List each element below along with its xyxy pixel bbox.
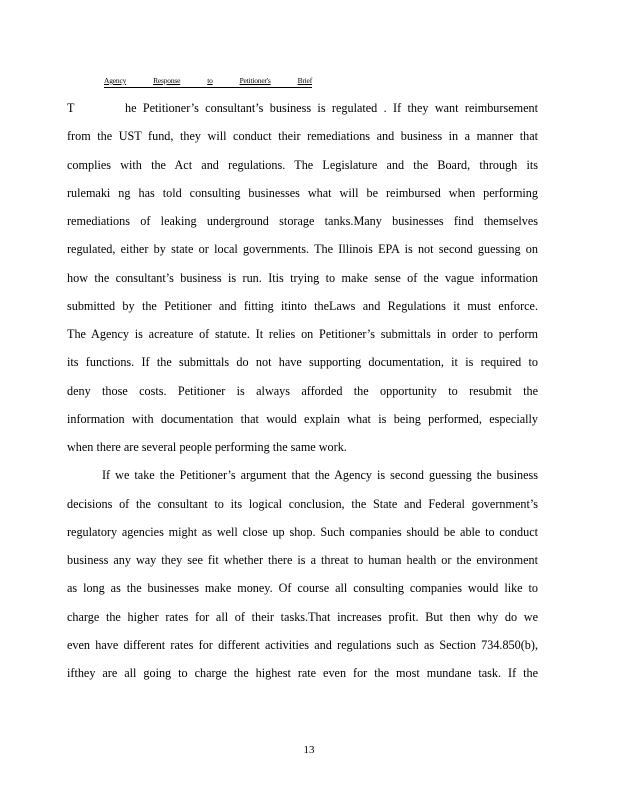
paragraph-1-line-5: remediations of leaking underground storage tanks.Many businesses find themselves — [67, 214, 538, 228]
header-word-to: to — [207, 76, 213, 85]
running-header — [104, 74, 312, 88]
page-number: 13 — [303, 744, 315, 756]
paragraph-1-line-10: its functions. If the submittals do not have supporting documentation, it is required to — [67, 355, 538, 370]
paragraph-2-line-1: If we take the Petitioner’s argument that the Agency is second guessing the business — [102, 468, 538, 483]
paragraph-1-line-9: The Agency is acreature of statute. It relies on Petitioner’s submittals in order to perform — [67, 327, 538, 341]
paragraph-1-line-4: rulemaki ng has told consulting businesses what will be reimbursed when performing — [67, 185, 538, 200]
paragraph-1-line-13: when there are several people performing the same work. — [67, 440, 347, 454]
header-word-petitioners: Petitioner's — [239, 76, 271, 85]
paragraph-1-line-1 — [67, 97, 538, 125]
header-word-brief: Brief — [297, 76, 312, 85]
body-text — [67, 97, 538, 690]
paragraph-2-line-6: charge the higher rates for all of their tasks.That increases profit. But then why do we — [67, 609, 538, 624]
paragraph-2-line-8: ifthey are all going to charge the highest rate even for the most mundane task. If the — [67, 666, 538, 680]
header-word-response: Response — [153, 76, 181, 85]
paragraph-1-line-8: submitted by the Petitioner and fitting itinto theLaws and Regulations it must enforce. — [67, 298, 538, 313]
paragraph-1-line-12: information with documentation that would explain what is being performed, especially — [67, 411, 538, 426]
paragraph-2-line-4: business any way they see fit whether there is a threat to human health or the environment — [67, 553, 538, 567]
paragraph-1-line-7: how the consultant’s business is run. Itis trying to make sense of the vague information — [67, 270, 538, 285]
paragraph-2-line-5: as long as the businesses make money. Of course all consulting companies would like to — [67, 581, 538, 596]
paragraph-1-line-11: deny those costs. Petitioner is always afforded the opportunity to resubmit the — [67, 383, 538, 398]
paragraph-1-line-1-text: he Petitioner’s consultant’s business is regulated . If they want reimbursement — [125, 101, 538, 115]
paragraph-2-line-7: even have different rates for different activities and regulations such as Section 734.850(b), — [67, 637, 538, 652]
paragraph-1-line-6: regulated, either by state or local governments. The Illinois EPA is not second guessing on — [67, 242, 538, 257]
header-word-agency: Agency — [104, 76, 127, 85]
paragraph-1-line-2: from the UST fund, they will conduct their remediations and business in a manner that — [67, 129, 538, 144]
paragraph-2-line-3: regulatory agencies might as well close up shop. Such companies should be able to conduct — [67, 524, 538, 539]
paragraph-2-line-2: decisions of the consultant to its logical conclusion, the State and Federal government’s — [67, 496, 538, 511]
paragraph-1-line-3: complies with the Act and regulations. The Legislature and the Board, through its — [67, 157, 538, 172]
drop-cap: T — [67, 101, 75, 115]
